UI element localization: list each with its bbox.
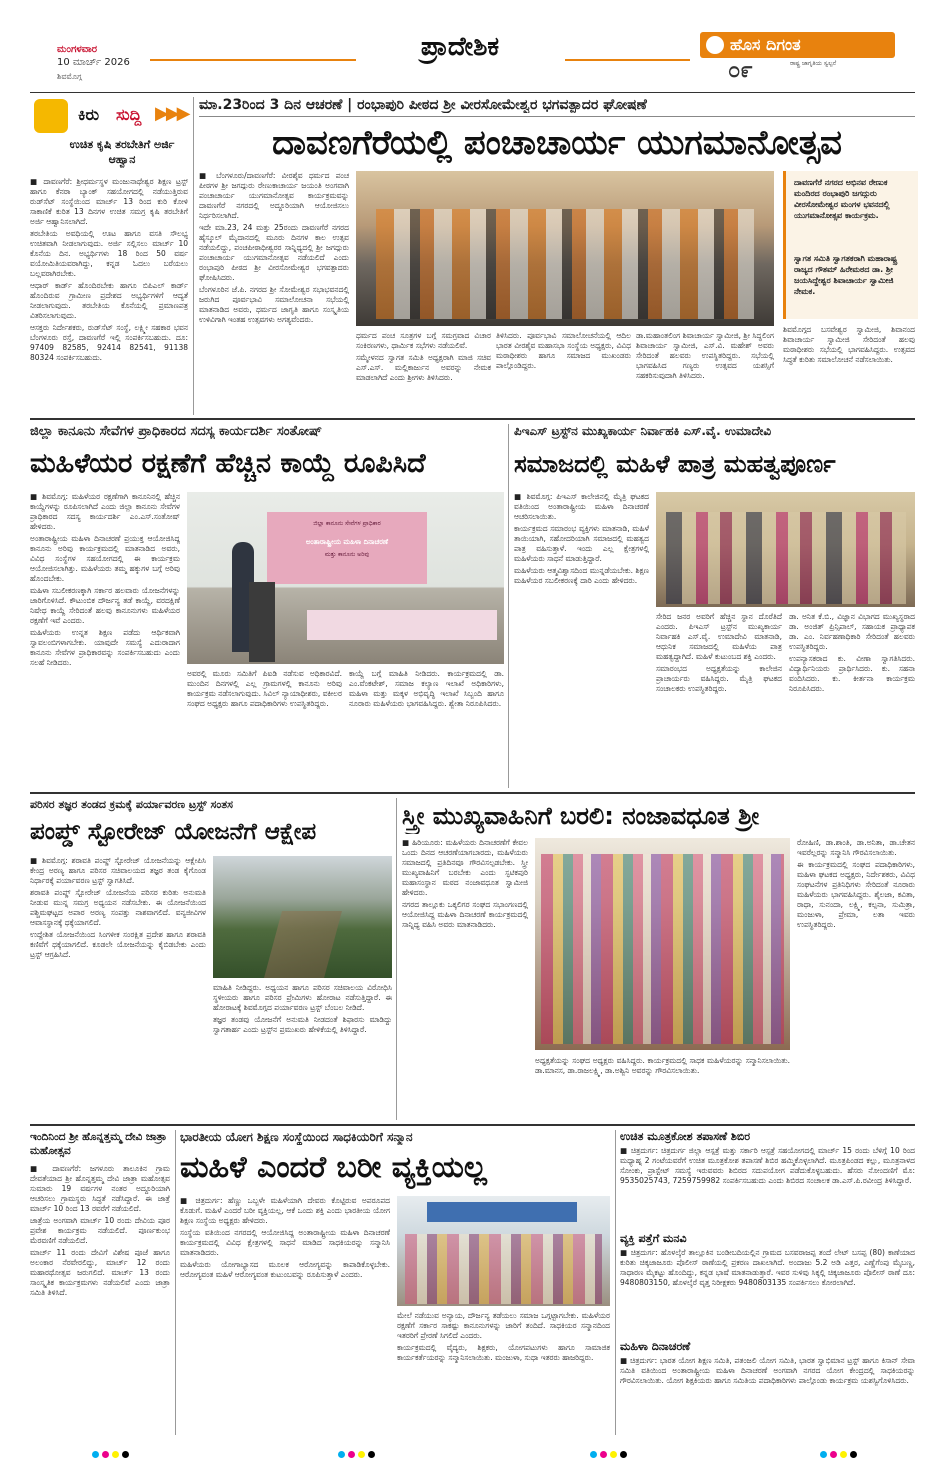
brief4-title: ಮಹಿಳಾ ದಿನಾಚರಣೆ bbox=[620, 1340, 691, 1353]
story5-photo bbox=[535, 838, 790, 1050]
section-divider-1 bbox=[30, 418, 915, 420]
brief4-body: ■ ಚಿತ್ರದುರ್ಗ: ಭಾರತ ಯೋಗ ಶಿಕ್ಷಣ ಸಮಿತಿ, ಪತಂಜಲಿ ಯೋಗ ಸಮಿತಿ, ಭಾರತ ಸ್ವಾಭಿಮಾನ ಟ್ರಸ್ಟ್ ಹಾಗೂ ಕಿಸಾನ್ ಸೇವಾ ಸಮಿತಿ ವತಿಯಿಂದ ಅಂತಾರಾಷ್ಟ್ರೀಯ ಮಹಿಳಾ ದಿನಾಚರಣೆ ಅಂಗವಾಗಿ ನಗರದ ಯೋಗ ಕೇಂದ್ರದಲ್ಲಿ ಸಾಧಕಿಯರನ್ನು ಗೌರವಿಸಲಾಯಿತು. ಯೋಗ ಶಿಕ್ಷಕಿಯರು ಹಾಗೂ ಸಮಿತಿಯ ಪದಾಧಿಕಾರಿಗಳು ಪಾಲ್ಗೊಂಡು ಕಾರ್ಯಕ್ರಮ ಯಶಸ್ವಿಗೊಳಿಸಿದರು. bbox=[620, 1356, 915, 1385]
story6-group bbox=[405, 1234, 602, 1304]
story4-col1: ■ ಶಿವಮೊಗ್ಗ: ಶರಾವತಿ ಪಂಪ್ಡ್ ಸ್ಟೋರೇಜ್ ಯೋಜನೆಯನ್ನು ಆಕ್ಷೇಪಿಸಿ ಕೇಂದ್ರ ಅರಣ್ಯ ಹಾಗೂ ಪರಿಸರ ಸಚಿವಾಲಯದ ತಜ್ಞರ ತಂಡ ಕೈಗೊಂಡ ನಿರ್ಧಾರಕ್ಕೆ ಪರ್ಯಾವರಣ ಟ್ರಸ್ಟ್ ಸ್ವಾಗತಿಸಿದೆ. ಶರಾವತಿ ಪಂಪ್ಡ್ ಸ್ಟೋರೇಜ್ ಯೋಜನೆಯ ಪರಿಸರ ಕುರಿತು ಅನುಮತಿ ನೀಡುವ ಮುನ್ನ ಸಮಗ್ರ ಅಧ್ಯಯನ ನಡೆಸಬೇಕು. ಈ ಯೋಜನೆಯಿಂದ ಪಶ್ಚಿಮಘಟ್ಟದ ಅಪಾರ ಅರಣ್ಯ ಸಂಪತ್ತು ನಾಶವಾಗಲಿದೆ. ವನ್ಯಜೀವಿಗಳ ಆವಾಸಸ್ಥಾನಕ್ಕೆ ಧಕ್ಕೆಯಾಗಲಿದೆ. ಉದ್ದೇಶಿತ ಯೋಜನೆಯಿಂದ ಸಿಂಗಳೀಕ ಸಂರಕ್ಷಿತ ಪ್ರದೇಶ ಹಾಗೂ ಶರಾವತಿ ಕಣಿವೆಗೆ ಧಕ್ಕೆಯಾಗಲಿದೆ. ಕೂಡಲೇ ಯೋಜನೆಯನ್ನು ಕೈಬಿಡಬೇಕು ಎಂದು ಟ್ರಸ್ಟ್ ಆಗ್ರಹಿಸಿದೆ. bbox=[30, 856, 206, 959]
lead-headline: ದಾವಣಗೆರೆಯಲ್ಲಿ ಪಂಚಾಚಾರ್ಯ ಯುಗಮಾನೋತ್ಸವ bbox=[272, 123, 842, 163]
brief2-body: ■ ಚಿತ್ರದುರ್ಗ: ಚಿತ್ರದುರ್ಗ ಜಿಲ್ಲಾ ಆಸ್ಪತ್ರೆ ಮತ್ತು ಸರ್ಕಾರಿ ಆಸ್ಪತ್ರೆ ಸಹಯೋಗದಲ್ಲಿ ಮಾರ್ಚ್ 15 ರಂದು ಬೆಳಿಗ್ಗೆ 10 ರಿಂದ ಮಧ್ಯಾಹ್ನ 2 ಗಂಟೆಯವರೆಗೆ ಉಚಿತ ಮೂತ್ರಕೋಶ ತಪಾಸಣೆ ಶಿಬಿರ ಹಮ್ಮಿಕೊಳ್ಳಲಾಗಿದೆ. ಮೂತ್ರಪಿಂಡದ ಕಲ್ಲು, ಮೂತ್ರನಾಳದ ಸೋಂಕು, ಪ್ರಾಸ್ಟೇಟ್ ಸಮಸ್ಯೆ ಇರುವವರು ಶಿಬಿರದ ಸದುಪಯೋಗ ಪಡೆದುಕೊಳ್ಳಬಹುದು. ಹೆಸರು ನೋಂದಣಿಗೆ ಮೊ: 9535025743, 7259759982 ಸಂಪರ್ಕಿಸಬಹುದು ಎಂದು ಶಿಬಿರದ ಸಂಚಾಲಕ ಡಾ.ಎಸ್.ಪಿ.ರವೀಂದ್ರ ತಿಳಿಸಿದ್ದಾರೆ. bbox=[620, 1146, 915, 1185]
kirusuddi-body: ■ ದಾವಣಗೆರೆ: ಶ್ರೀಧರ್ಮಸ್ಥಳ ಮಂಜುನಾಥೇಶ್ವರ ಶಿಕ್ಷಣ ಟ್ರಸ್ಟ್ ಹಾಗೂ ಕೆನರಾ ಬ್ಯಾಂಕ್ ಸಹಯೋಗದಲ್ಲಿ ನಡೆಯುತ್ತಿರುವ ರುಡ್‌ಸೆಟ್ ಸಂಸ್ಥೆಯಿಂದ ಮಾರ್ಚ್ 13 ರಿಂದ ಕುರಿ ಕೋಳಿ ಸಾಕಾಣಿಕೆ ಕುರಿತ 13 ದಿನಗಳ ಉಚಿತ ಸಮಗ್ರ ಕೃಷಿ ತರಬೇತಿಗೆ ಅರ್ಜಿ ಆಹ್ವಾನಿಸಲಾಗಿದೆ. ತರಬೇತಿಯ ಅವಧಿಯಲ್ಲಿ ಊಟ ಹಾಗೂ ವಸತಿ ಸೌಲಭ್ಯ ಉಚಿತವಾಗಿ ನೀಡಲಾಗುವುದು. ಅರ್ಜಿ ಸಲ್ಲಿಸಲು ಮಾರ್ಚ್ 10 ಕೊನೆಯ ದಿನ. ಅಭ್ಯರ್ಥಿಗಳು 18 ರಿಂದ 50 ವರ್ಷ ವಯೋಮಿತಿಯವರಾಗಿದ್ದು, ಕನ್ನಡ ಓದಲು ಬರೆಯಲು ಬಲ್ಲವರಾಗಿರಬೇಕು. ಆಧಾರ್ ಕಾರ್ಡ್ ಹೊಂದಿರಬೇಕು ಹಾಗೂ ಬಿಪಿಎಲ್ ಕಾರ್ಡ್ ಹೊಂದಿರುವ ಗ್ರಾಮೀಣ ಪ್ರದೇಶದ ಅಭ್ಯರ್ಥಿಗಳಿಗೆ ಆದ್ಯತೆ ನೀಡಲಾಗುವುದು. ತರಬೇತಿಯ ಕೊನೆಯಲ್ಲಿ ಪ್ರಮಾಣಪತ್ರ ವಿತರಿಸಲಾಗುವುದು. ಆಸಕ್ತರು ನಿರ್ದೇಶಕರು, ರುಡ್‌ಸೆಟ್ ಸಂಸ್ಥೆ, ಲಕ್ಷ್ಮೀ ಸಹಕಾರ ಭವನ ಬೆಂಗಳೂರು ರಸ್ತೆ, ದಾವಣಗೆರೆ ಇಲ್ಲಿ ಸಂಪರ್ಕಿಸಬಹುದು. ದೂ: 97409 82585, 92414 82541, 91138 80324 ಸಂಪರ್ಕಿಸಬಹುದು. bbox=[30, 177, 188, 362]
story2-banner-line3: ಮತ್ತು ಕಾನೂನು ಅರಿವು bbox=[324, 551, 370, 558]
story6-photo bbox=[397, 1196, 610, 1306]
story6-kicker: ಭಾರತೀಯ ಯೋಗ ಶಿಕ್ಷಣ ಸಂಸ್ಥೆಯಿಂದ ಸಾಧಕಿಯರಿಗೆ ಸನ್ಮಾನ bbox=[180, 1130, 413, 1144]
column-divider-3 bbox=[396, 798, 397, 1120]
story2-headline: ಮಹಿಳೆಯರ ರಕ್ಷಣೆಗೆ ಹೆಚ್ಚಿನ ಕಾಯ್ದೆ ರೂಪಿಸಿದೆ bbox=[30, 448, 426, 479]
story2-podium bbox=[249, 582, 275, 662]
story5-col3: ರೋಹಿಣಿ, ಡಾ.ಶಾಂತಿ, ಡಾ.ಅನಿತಾ, ಡಾ.ಚೇತನ ಇವರೆಲ್ಲರನ್ನು ಸನ್ಮಾನಿಸಿ ಗೌರವಿಸಲಾಯಿತು. ಈ ಕಾರ್ಯಕ್ರಮದಲ್ಲಿ ಸಂಘದ ಪದಾಧಿಕಾರಿಗಳು, ಮಹಿಳಾ ಘಟಕದ ಅಧ್ಯಕ್ಷರು, ನಿರ್ದೇಶಕರು, ವಿವಿಧ ಸಂಘಟನೆಗಳ ಪ್ರತಿನಿಧಿಗಳು ಸೇರಿದಂತೆ ನೂರಾರು ಮಹಿಳೆಯರು ಭಾಗವಹಿಸಿದ್ದರು. ಶೈಲಜಾ, ಕವಿತಾ, ರಾಧಾ, ಸುನಂದಾ, ಲಕ್ಷ್ಮಿ, ಕಲ್ಪನಾ, ಸುಮಿತ್ರಾ, ಮಂಜುಳಾ, ಪ್ರೇಮಾ, ಲತಾ ಇವರು ಉಪಸ್ಥಿತರಿದ್ದರು. bbox=[797, 838, 915, 929]
story2-banner-line1: ಜಿಲ್ಲಾ ಕಾನೂನು ಸೇವೆಗಳ ಪ್ರಾಧಿಕಾರ bbox=[313, 520, 381, 527]
section-divider-2 bbox=[30, 792, 915, 794]
registration-marks-3 bbox=[590, 1443, 630, 1462]
lead-photo-group bbox=[376, 209, 754, 319]
story2-col3: ಕಾಯ್ದೆ ಬಗ್ಗೆ ಮಾಹಿತಿ ನೀಡಿದರು. ಕಾರ್ಯಕ್ರಮದಲ್ಲಿ ಡಾ. ಎಂ.ವೆಂಕಟೇಶ್, ಸಮಾಜ ಕಲ್ಯಾಣ ಇಲಾಖೆ ಅಧಿಕಾರಿಗಳು, ಮಹಿಳಾ ಮತ್ತು ಮಕ್ಕಳ ಅಭಿವೃದ್ಧಿ ಇಲಾಖೆ ಸಿಬ್ಬಂದಿ ಹಾಗೂ ನೂರಾರು ಮಹಿಳೆಯರು ಭಾಗವಹಿಸಿದ್ದರು. ಶ್ವೇತಾ ನಿರೂಪಿಸಿದರು. bbox=[349, 669, 504, 708]
column-divider bbox=[193, 97, 194, 415]
story2-banner-line2: ಅಂತಾರಾಷ್ಟ್ರೀಯ ಮಹಿಳಾ ದಿನಾಚರಣೆ bbox=[305, 538, 389, 546]
story3-col3: ಡಾ. ಅನಿತ ಕೆ.ಬಿ., ವಿಜ್ಞಾನ ವಿಭಾಗದ ಮುಖ್ಯಸ್ಥರಾದ ಡಾ. ಅಂಜಿತ್ ಪ್ರಿನ್ಸಿಪಾಲ್, ಸಹಾಯಕ ಪ್ರಾಧ್ಯಾಪಕ ಡಾ. ಎಂ. ನಿರ್ವಹಣಾಧಿಕಾರಿ ಸೇರಿದಂತೆ ಹಲವರು ಉಪಸ್ಥಿತರಿದ್ದರು. ಉಪನ್ಯಾಸಕರಾದ ಕು. ವೀಣಾ ಸ್ವಾಗತಿಸಿದರು. ವಿದ್ಯಾರ್ಥಿನಿಯರು ಪ್ರಾರ್ಥಿಸಿದರು. ಕು. ಸಹನಾ ವಂದಿಸಿದರು. ಕು. ಕೀರ್ತನಾ ಕಾರ್ಯಕ್ರಮ ನಿರೂಪಿಸಿದರು. bbox=[789, 612, 915, 693]
brief3-title: ವ್ಯಕ್ತಿ ಪತ್ತೆಗೆ ಮನವಿ bbox=[620, 1232, 687, 1245]
paper-tagline: ರಾಷ್ಟ್ರ ಜಾಗೃತಿಯ ಸ್ವಲ್ಪನೆ bbox=[790, 60, 837, 67]
brief3-body: ■ ಚಿತ್ರದುರ್ಗ: ಹೊಳಲ್ಕೆರೆ ತಾಲ್ಲೂಕಿನ ಬಂಡೀಬದಿಯಲ್ಲಿನ ಗ್ರಾಮದ ಬಸವರಾಜಪ್ಪ ತಂದೆ ಲೇಟ್ ಬಸಪ್ಪ (80) ಕಾಣೆಯಾದ ಕುರಿತು ಚಿಕ್ಕಜಾಜೂರು ಪೊಲೀಸ್ ಠಾಣೆಯಲ್ಲಿ ಪ್ರಕರಣ ದಾಖಲಾಗಿದೆ. ಅಂದಾಜು 5.2 ಅಡಿ ಎತ್ತರ, ಎಣ್ಣೆಗೆಂಪು ಮೈಬಣ್ಣ, ಸಾಧಾರಣ ಮೈಕಟ್ಟು ಹೊಂದಿದ್ದು, ಕನ್ನಡ ಭಾಷೆ ಮಾತನಾಡುತ್ತಾರೆ. ಇವರ ಸುಳಿವು ಸಿಕ್ಕಲ್ಲಿ ಚಿಕ್ಕಜಾಜೂರು ಪೊಲೀಸ್ ಠಾಣೆ ದೂ: 9480803150, ಹೊಳಲ್ಕೆರೆ ವೃತ್ತ ನಿರೀಕ್ಷಕರು 9480803135 ಸಂಪರ್ಕಿಸಲು ಕೋರಲಾಗಿದೆ. bbox=[620, 1248, 915, 1287]
story5-crowd bbox=[541, 854, 784, 1044]
registration-marks-1 bbox=[92, 1443, 132, 1462]
masthead-section-title: ಪ್ರಾದೇಶಿಕ bbox=[420, 32, 500, 62]
kirusuddi-logo bbox=[30, 97, 188, 135]
brief-womens-day bbox=[620, 1340, 915, 1435]
masthead bbox=[0, 0, 945, 92]
masthead-day: ಮಂಗಳವಾರ bbox=[57, 44, 98, 55]
masthead-section-left-rule bbox=[150, 59, 356, 61]
column-divider-4 bbox=[175, 1130, 176, 1435]
story4-photo bbox=[213, 856, 392, 978]
story2-photo bbox=[187, 492, 504, 664]
story4-col2: ಮಾಹಿತಿ ನೀಡಿದ್ದರು. ಅಧ್ಯಯನ ಹಾಗೂ ಪರಿಸರ ಸಚಿವಾಲಯ ವಿರೋಧಿಸಿ ಸ್ಥಳೀಯರು ಹಾಗೂ ಪರಿಸರ ಪ್ರೇಮಿಗಳು ಹೋರಾಟ ನಡೆಸುತ್ತಿದ್ದಾರೆ. ಈ ಹೋರಾಟಕ್ಕೆ ಶಿವಮೊಗ್ಗದ ಪರ್ಯಾವರಣ ಟ್ರಸ್ಟ್ ಬೆಂಬಲ ನೀಡಿದೆ. ತಜ್ಞರ ತಂಡವು ಯೋಜನೆಗೆ ಅನುಮತಿ ನೀಡದಂತೆ ಶಿಫಾರಸು ಮಾಡಿದ್ದು ಸ್ವಾಗತಾರ್ಹ ಎಂದು ಟ್ರಸ್ಟ್‌ನ ಪ್ರಮುಖರು ಹೇಳಿಕೆಯಲ್ಲಿ ತಿಳಿಸಿದ್ದಾರೆ. bbox=[213, 983, 392, 1034]
brief1-title: ಇಂದಿನಿಂದ ಶ್ರೀ ಹೊನ್ನತ್ತಮ್ಮ ದೇವಿ ಜಾತ್ರಾ ಮಹೋತ್ಸವ bbox=[30, 1131, 167, 1157]
story-nanjavadhuta bbox=[402, 798, 915, 1120]
lead-kicker-rule bbox=[199, 116, 915, 117]
registration-marks-4 bbox=[820, 1443, 860, 1462]
brief-urology-camp bbox=[620, 1130, 915, 1228]
masthead-date: 10 ಮಾರ್ಚ್ 2026 bbox=[57, 57, 130, 68]
story5-headline: ಸ್ತ್ರೀ ಮುಖ್ಯವಾಹಿನಿಗೆ ಬರಲಿ: ನಂಜಾವಧೂತ ಶ್ರೀ bbox=[402, 802, 760, 830]
hand-icon bbox=[34, 99, 68, 133]
brief1-body: ■ ದಾವಣಗೆರೆ: ಜಗಳೂರು ತಾಲೂಕಿನ ಗ್ರಾಮ ದೇವತೆಯಾದ ಶ್ರೀ ಹೊನ್ನತ್ತಮ್ಮ ದೇವಿ ಜಾತ್ರಾ ಮಹೋತ್ಸವ ಸುಮಾರು 19 ವರ್ಷಗಳ ನಂತರ ಅದ್ದೂರಿಯಾಗಿ ಆಚರಿಸಲು ಗ್ರಾಮಸ್ಥರು ಸಿದ್ಧತೆ ನಡೆಸಿದ್ದಾರೆ. ಈ ಜಾತ್ರೆ ಮಾರ್ಚ್ 10 ರಿಂದ 13 ರವರೆಗೆ ನಡೆಯಲಿದೆ. ಜಾತ್ರೆಯ ಅಂಗವಾಗಿ ಮಾರ್ಚ್ 10 ರಂದು ದೇವಿಯ ಪೂರ ಪ್ರವೇಶ ಕಾರ್ಯಕ್ರಮ ನಡೆಯಲಿದೆ. ಪೂರ್ಣಕುಂಭ ಮೆರವಣಿಗೆ ನಡೆಯಲಿದೆ. ಮಾರ್ಚ್ 11 ರಂದು ದೇವಿಗೆ ವಿಶೇಷ ಪೂಜೆ ಹಾಗೂ ಅಲಂಕಾರ ನೆರವೇರಲಿದ್ದು, ಮಾರ್ಚ್ 12 ರಂದು ಮಹಾರಥೋತ್ಸವ ಜರುಗಲಿದೆ. ಮಾರ್ಚ್ 13 ರಂದು ಸಾಂಸ್ಕೃತಿಕ ಕಾರ್ಯಕ್ರಮಗಳು ನಡೆಯಲಿವೆ ಎಂದು ಜಾತ್ರಾ ಸಮಿತಿ ತಿಳಿಸಿದೆ. bbox=[30, 1164, 170, 1297]
story5-col2: ಅಧ್ಯಕ್ಷತೆಯನ್ನು ಸಂಘದ ಅಧ್ಯಕ್ಷರು ವಹಿಸಿದ್ದರು. ಕಾರ್ಯಕ್ರಮದಲ್ಲಿ ಸಾಧಕ ಮಹಿಳೆಯರನ್ನು ಸನ್ಮಾನಿಸಲಾಯಿತು. ಡಾ.ಮಾನಸ, ಡಾ.ರಾಜಲಕ್ಷ್ಮಿ, ಡಾ.ಅಶ್ವಿನಿ ಅವರನ್ನು ಗೌರವಿಸಲಾಯಿತು. bbox=[535, 1056, 790, 1075]
story-pumped-storage bbox=[30, 798, 392, 1120]
story-women-protection bbox=[30, 424, 504, 788]
kirusuddi-chevrons: ▶▶▶ bbox=[155, 103, 188, 124]
lead-highlight-2: ಸ್ವಾಗತ ಸಮಿತಿ ಸ್ವಾಗತಕರಾಗಿ ಮಹಾರಾಷ್ಟ್ರ ರಾಜ್ಯದ ಗೌತಮ್ ಹಿರೇಮಠದ ಡಾ. ಶ್ರೀ ಜಯಸಿದ್ದೇಶ್ವರ ಶಿವಾಚಾರ್ಯ ಸ್ವಾಮೀಜಿ ನೇಮಕ. bbox=[794, 254, 897, 296]
story3-col1: ■ ಶಿವಮೊಗ್ಗ: ಪಿಇಎಸ್ ಕಾಲೇಜಿನಲ್ಲಿ ಮೈತ್ರಿ ಘಟಕದ ವತಿಯಿಂದ ಅಂತಾರಾಷ್ಟ್ರೀಯ ಮಹಿಳಾ ದಿನಾಚರಣೆ ಆಚರಿಸಲಾಯಿತು. ಕಾರ್ಯಕ್ರಮದ ಸಮಾರಂಭ ವ್ಯಕ್ತಿಗಳು ಮಾತನಾಡಿ, ಮಹಿಳೆ ತಾಯಿಯಾಗಿ, ಸಹೋದರಿಯಾಗಿ ಸಮಾಜದಲ್ಲಿ ಮಹತ್ವದ ಪಾತ್ರ ವಹಿಸುತ್ತಾಳೆ. ಇಂದು ಎಲ್ಲ ಕ್ಷೇತ್ರಗಳಲ್ಲಿ ಮಹಿಳೆಯರು ಸಾಧನೆ ಮಾಡುತ್ತಿದ್ದಾರೆ. ಮಹಿಳೆಯರು ಆತ್ಮವಿಶ್ವಾಸದಿಂದ ಮುನ್ನಡೆಯಬೇಕು. ಶಿಕ್ಷಣ ಮಹಿಳೆಯರ ಸಬಲೀಕರಣಕ್ಕೆ ದಾರಿ ಎಂದು ಹೇಳಿದರು. bbox=[514, 492, 649, 585]
story3-headline: ಸಮಾಜದಲ್ಲಿ ಮಹಿಳೆ ಪಾತ್ರ ಮಹತ್ವಪೂರ್ಣ bbox=[514, 450, 836, 478]
column-divider-5 bbox=[615, 1130, 616, 1435]
story2-table bbox=[307, 610, 497, 640]
column-divider-2 bbox=[508, 424, 509, 788]
masthead-section-right-rule bbox=[565, 59, 690, 61]
story2-col1: ■ ಶಿವಮೊಗ್ಗ: ಮಹಿಳೆಯರ ರಕ್ಷಣೆಗಾಗಿ ಕಾನೂನಿನಲ್ಲಿ ಹೆಚ್ಚಿನ ಕಾಯ್ದೆಗಳನ್ನು ರೂಪಿಸಲಾಗಿದೆ ಎಂದು ಜಿಲ್ಲಾ ಕಾನೂನು ಸೇವೆಗಳ ಪ್ರಾಧಿಕಾರದ ಸದಸ್ಯ ಕಾರ್ಯದರ್ಶಿ ಎಂ.ಎಸ್.ಸಂತೋಷ್ ಹೇಳಿದರು. ಅಂತಾರಾಷ್ಟ್ರೀಯ ಮಹಿಳಾ ದಿನಾಚರಣೆ ಪ್ರಯುಕ್ತ ಆಯೋಜಿಸಿದ್ದ ಕಾನೂನು ಅರಿವು ಕಾರ್ಯಕ್ರಮದಲ್ಲಿ ಮಾತನಾಡಿದ ಅವರು, ವಿವಿಧ ಸಂಸ್ಥೆಗಳ ಸಹಯೋಗದಲ್ಲಿ ಈ ಕಾರ್ಯಕ್ರಮ ಆಯೋಜಿಸಲಾಗಿತ್ತು. ಮಹಿಳೆಯರು ತಮ್ಮ ಹಕ್ಕುಗಳ ಬಗ್ಗೆ ಅರಿವು ಹೊಂದಬೇಕು. ಮಹಿಳಾ ಸಬಲೀಕರಣಕ್ಕಾಗಿ ಸರ್ಕಾರ ಹಲವಾರು ಯೋಜನೆಗಳನ್ನು ಜಾರಿಗೊಳಿಸಿದೆ. ಕೌಟುಂಬಿಕ ದೌರ್ಜನ್ಯ ತಡೆ ಕಾಯ್ದೆ, ವರದಕ್ಷಿಣೆ ನಿಷೇಧ ಕಾಯ್ದೆ ಸೇರಿದಂತೆ ಹಲವು ಕಾನೂನುಗಳು ಮಹಿಳೆಯರ ರಕ್ಷಣೆಗೆ ಇವೆ ಎಂದರು. ಮಹಿಳೆಯರು ಉನ್ನತ ಶಿಕ್ಷಣ ಪಡೆದು ಆರ್ಥಿಕವಾಗಿ ಸ್ವಾವಲಂಬಿಗಳಾಗಬೇಕು. ಯಾವುದೇ ಸಮಸ್ಯೆ ಎದುರಾದಾಗ ಕಾನೂನು ಸೇವೆಗಳ ಪ್ರಾಧಿಕಾರವನ್ನು ಸಂಪರ್ಕಿಸಬಹುದು ಎಂದು ಸಲಹೆ ನೀಡಿದರು. bbox=[30, 492, 180, 667]
lead-story bbox=[199, 97, 915, 415]
story4-headline: ಪಂಪ್ಡ್ ಸ್ಟೋರೇಜ್ ಯೋಜನೆಗೆ ಆಕ್ಷೇಪ bbox=[30, 819, 317, 845]
registration-marks-2 bbox=[338, 1443, 378, 1462]
story6-banner bbox=[427, 1202, 577, 1222]
story3-photo bbox=[656, 492, 915, 607]
story2-col2: ಅವರಲ್ಲಿ ಮೂರು ಸಮಿತಿಗೆ ಪಿಐಡಿ ನಡೆಸುವ ಅಧಿಕಾರವಿದೆ. ಮುಂದಿನ ದಿನಗಳಲ್ಲಿ ಎಲ್ಲ ಗ್ರಾಮಗಳಲ್ಲಿ ಕಾನೂನು ಅರಿವು ಕಾರ್ಯಕ್ರಮ ನಡೆಸಲಾಗುವುದು. ಸಿವಿಲ್ ನ್ಯಾಯಾಧೀಶರು, ವಕೀಲರ ಸಂಘದ ಅಧ್ಯಕ್ಷರು ಹಾಗೂ ಪದಾಧಿಕಾರಿಗಳು ಉಪಸ್ಥಿತರಿದ್ದರು. bbox=[187, 669, 342, 708]
lead-col1: ■ ಬೆಂಗಳೂರು/ದಾವಣಗೆರೆ: ವೀರಶೈವ ಧರ್ಮದ ಪಂಚ ಪೀಠಗಳ ಶ್ರೀ ಜಗದ್ಗುರು ರೇಣುಕಾಚಾರ್ಯ ಜಯಂತಿ ಅಂಗವಾಗಿ ಪಂಚಾಚಾರ್ಯ ಯುಗಮಾನೋತ್ಸವ ಕಾರ್ಯಕ್ರಮವನ್ನು ದಾವಣಗೆರೆ ನಗರದಲ್ಲಿ ಅದ್ದೂರಿಯಾಗಿ ಆಯೋಜಿಸಲು ನಿರ್ಧರಿಸಲಾಗಿದೆ. ಇದೇ ಮಾ.23, 24 ಮತ್ತು 25ರಂದು ದಾವಣಗೆರೆ ನಗರದ ಹೈಸ್ಕೂಲ್ ಮೈದಾನದಲ್ಲಿ ಮೂರು ದಿನಗಳ ಕಾಲ ಉತ್ಸವ ನಡೆಯಲಿದ್ದು, ಪಂಚಪೀಠಾಧೀಶ್ವರರ ಸಾನ್ನಿಧ್ಯದಲ್ಲಿ ಶ್ರೀ ಜಗದ್ಗುರು ಪಂಚಾಚಾರ್ಯ ಯುಗಮಾನೋತ್ಸವ ನಡೆಯಲಿದೆ ಎಂದು ರಂಭಾಪುರಿ ಪೀಠದ ಶ್ರೀ ವೀರಸೋಮೇಶ್ವರ ಭಗವತ್ಪಾದರು ಘೋಷಿಸಿದರು. ಬೆಂಗಳೂರಿನ ಜೆ.ಪಿ. ನಗರದ ಶ್ರೀ ಸೋಮೇಶ್ವರ ಸಭಾಭವನದಲ್ಲಿ ಜರುಗಿದ ಪೂರ್ವಭಾವಿ ಸಮಾಲೋಚನಾ ಸಭೆಯಲ್ಲಿ ಮಾತನಾಡಿದ ಅವರು, ಧರ್ಮದ ಜಾಗೃತಿ ಹಾಗೂ ಸಂಸ್ಕೃತಿಯ ಉಳಿವಿಗಾಗಿ ಇಂತಹ ಉತ್ಸವಗಳು ಅಗತ್ಯವೆಂದರು. bbox=[199, 171, 349, 324]
kirusuddi-title: ಉಚಿತ ಕೃಷಿ ತರಬೇತಿಗೆ ಅರ್ಜಿ ಆಹ್ವಾನ bbox=[69, 138, 175, 166]
lead-photo bbox=[356, 171, 774, 326]
kirusuddi-label-b: ಸುದ್ದಿ bbox=[116, 105, 142, 124]
brief-honnattamma-jatre bbox=[30, 1130, 170, 1435]
lead-kicker: ಮಾ.23ರಿಂದ 3 ದಿನ ಆಚರಣೆ | ರಂಭಾಪುರಿ ಪೀಠದ ಶ್ರೀ ವೀರಸೋಮೇಶ್ವರ ಭಗವತ್ಪಾದರ ಘೋಷಣೆ bbox=[199, 97, 647, 113]
paper-name: ಹೊಸ ದಿಗಂತ bbox=[730, 35, 801, 54]
page-number: ೦೯ bbox=[728, 58, 753, 83]
kirusuddi-label-a: ಕಿರು bbox=[78, 105, 100, 124]
story-women-role bbox=[514, 424, 915, 788]
story2-banner bbox=[267, 512, 427, 584]
story6-col1: ■ ಚಿತ್ರದುರ್ಗ: ಹೆಣ್ಣು ಒಬ್ಬಳೇ ಮಹಿಳೆಯಾಗಿ ದೇವರು ಕೊಟ್ಟಿರುವ ಅಪರೂಪದ ಕೊಡುಗೆ. ಮಹಿಳೆ ಎಂದರೆ ಬರೀ ವ್ಯಕ್ತಿಯಲ್ಲ, ಆಕೆ ಒಂದು ಶಕ್ತಿ ಎಂದು ಭಾರತೀಯ ಯೋಗ ಶಿಕ್ಷಣ ಸಂಸ್ಥೆಯ ಅಧ್ಯಕ್ಷರು ಹೇಳಿದರು. ಸಂಸ್ಥೆಯ ವತಿಯಿಂದ ನಗರದಲ್ಲಿ ಆಯೋಜಿಸಿದ್ದ ಅಂತಾರಾಷ್ಟ್ರೀಯ ಮಹಿಳಾ ದಿನಾಚರಣೆ ಕಾರ್ಯಕ್ರಮದಲ್ಲಿ ವಿವಿಧ ಕ್ಷೇತ್ರಗಳಲ್ಲಿ ಸಾಧನೆ ಮಾಡಿದ ಸಾಧಕಿಯರನ್ನು ಸನ್ಮಾನಿಸಿ ಮಾತನಾಡಿದರು. ಮಹಿಳೆಯರು ಯೋಗಾಭ್ಯಾಸದ ಮೂಲಕ ಆರೋಗ್ಯವನ್ನು ಕಾಪಾಡಿಕೊಳ್ಳಬೇಕು. ಆರೋಗ್ಯವಂತ ಮಹಿಳೆ ಆರೋಗ್ಯವಂತ ಕುಟುಂಬವನ್ನು ರೂಪಿಸುತ್ತಾಳೆ ಎಂದರು. bbox=[180, 1196, 390, 1279]
lead-col2: ಧರ್ಮದ ಪಂಚ ಸೂತ್ರಗಳ ಬಗ್ಗೆ ಸಮಗ್ರವಾದ ವಿಚಾರ ಸಂಕಿರಣಗಳು, ಧಾರ್ಮಿಕ ಸಭೆಗಳು ನಡೆಯಲಿವೆ. ಸಮ್ಮೇಳನದ ಸ್ವಾಗತ ಸಮಿತಿ ಅಧ್ಯಕ್ಷರಾಗಿ ಮಾಜಿ ಸಚಿವ ಎಸ್.ಎಸ್. ಮಲ್ಲಿಕಾರ್ಜುನ ಅವರನ್ನು ನೇಮಕ ಮಾಡಲಾಗಿದೆ ಎಂದು ಶ್ರೀಗಳು ತಿಳಿಸಿದರು. bbox=[356, 331, 491, 382]
lead-highlight-1: ದಾವಣಗೆರೆ ನಗರದ ಅಭಿನವ ರೇಣುಕ ಮಂದಿರದ ರಂಭಾಪುರಿ ಜಗದ್ಗುರು ವೀರಸೋಮೇಶ್ವರ ಮಂಗಳ ಭವನದಲ್ಲಿ ಯುಗಮಾನೋತ್ಸವ ಕಾರ್ಯಕ್ರಮ. bbox=[794, 178, 890, 220]
story6-col2: ಮೇಲೆ ನಡೆಯುವ ಅನ್ಯಾಯ, ದೌರ್ಜನ್ಯ ತಡೆಯಲು ಸಮಾಜ ಒಗ್ಗಟ್ಟಾಗಬೇಕು. ಮಹಿಳೆಯರ ರಕ್ಷಣೆಗೆ ಸರ್ಕಾರ ಸಾಕಷ್ಟು ಕಾನೂನುಗಳನ್ನು ಜಾರಿಗೆ ತಂದಿದೆ. ಸಾಧಕಿಯರ ಸನ್ಮಾನದಿಂದ ಇತರರಿಗೆ ಪ್ರೇರಣೆ ಸಿಗಲಿದೆ ಎಂದರು. ಕಾರ್ಯಕ್ರಮದಲ್ಲಿ ವೈದ್ಯರು, ಶಿಕ್ಷಕರು, ಯೋಗಪಟುಗಳು ಹಾಗೂ ಸಾಮಾಜಿಕ ಕಾರ್ಯಕರ್ತೆಯರನ್ನು ಸನ್ಮಾನಿಸಲಾಯಿತು. ಮಂಜುಳಾ, ಸುಧಾ ಇತರರು ಹಾಜರಿದ್ದರು. bbox=[397, 1311, 610, 1362]
paper-logo bbox=[700, 32, 895, 58]
story6-headline: ಮಹಿಳೆ ಎಂದರೆ ಬರೀ ವ್ಯಕ್ತಿಯಲ್ಲ bbox=[180, 1150, 487, 1185]
story3-kicker: ಪಿಇಎಸ್ ಟ್ರಸ್ಟ್‌ನ ಮುಖ್ಯಕಾರ್ಯ ನಿರ್ವಾಹಕಿ ಎಸ್.ವೈ. ಉಮಾದೇವಿ bbox=[514, 424, 772, 438]
story3-people bbox=[666, 512, 906, 604]
section-divider-3 bbox=[30, 1124, 915, 1126]
lamp-icon bbox=[706, 36, 724, 54]
story5-col1: ■ ಹಿರಿಯೂರು: ಮಹಿಳೆಯರು ದಿನಾಚರಣೆಗೆ ಕೇವಲ ಒಂದು ದಿನದ ಆಚರಣೆಯಾಗಬಾರದು, ಮಹಿಳೆಯರು ಸಮಾಜದಲ್ಲಿ ಪ್ರತಿದಿನವೂ ಗೌರವಿಸಲ್ಪಡಬೇಕು. ಸ್ತ್ರೀ ಮುಖ್ಯವಾಹಿನಿಗೆ ಬರಬೇಕು ಎಂದು ಸ್ಫಟಿಕಪುರಿ ಮಹಾಸಂಸ್ಥಾನ ಮಠದ ನಂಜಾವಧೂತ ಸ್ವಾಮೀಜಿ ಹೇಳಿದರು. ನಗರದ ತಾಲ್ಲೂಕು ಒಕ್ಕಲಿಗರ ಸಂಘದ ಸಭಾಂಗಣದಲ್ಲಿ ಆಯೋಜಿಸಿದ್ದ ಮಹಿಳಾ ದಿನಾಚರಣೆ ಕಾರ್ಯಕ್ರಮದಲ್ಲಿ ಸಾನ್ನಿಧ್ಯ ವಹಿಸಿ ಅವರು ಮಾತನಾಡಿದರು. bbox=[402, 838, 528, 929]
lead-col4: ಡಾ.ಮಹಾಂತಲಿಂಗ ಶಿವಾಚಾರ್ಯ ಸ್ವಾಮೀಜಿ, ಶ್ರೀ ಸಿದ್ಧಲಿಂಗ ಶಿವಾಚಾರ್ಯ ಸ್ವಾಮೀಜಿ, ಎಸ್.ವಿ. ಮಹೇಶ್ ಅವರು ಸೇರಿದಂತೆ ಹಲವರು ಉಪಸ್ಥಿತರಿದ್ದರು. ಸಭೆಯಲ್ಲಿ ಭಾಗವಹಿಸಿದ ಗಣ್ಯರು ಉತ್ಸವದ ಯಶಸ್ಸಿಗೆ ಸಹಕರಿಸುವುದಾಗಿ ತಿಳಿಸಿದರು. bbox=[636, 331, 774, 380]
brief2-title: ಉಚಿತ ಮೂತ್ರಕೋಶ ತಪಾಸಣೆ ಶಿಬಿರ bbox=[620, 1130, 751, 1143]
kirusuddi-box bbox=[30, 97, 190, 415]
brief-missing-person bbox=[620, 1232, 915, 1336]
masthead-divider bbox=[30, 92, 915, 93]
story4-valley bbox=[264, 911, 342, 978]
story-yoga-felicitation bbox=[180, 1130, 610, 1435]
masthead-city: ಶಿವಮೊಗ್ಗ bbox=[57, 72, 82, 81]
lead-col3: ತಿಳಿಸಿದರು. ಪೂರ್ವಭಾವಿ ಸಮಾಲೋಚನೆಯಲ್ಲಿ ಆದಿಲ ಭಾರತ ವೀರಶೈವ ಮಹಾಸಭಾ ಸಂಸ್ಥೆಯ ಅಧ್ಯಕ್ಷರು, ವಿವಿಧ ಮಠಾಧೀಶರು ಹಾಗೂ ಸಮಾಜದ ಮುಖಂಡರು ಪಾಲ್ಗೊಂಡಿದ್ದರು. bbox=[496, 331, 631, 370]
story4-kicker: ಪರಿಸರ ತಜ್ಞರ ತಂಡದ ಕ್ರಮಕ್ಕೆ ಪರ್ಯಾವರಣ ಟ್ರಸ್ಟ್ ಸಂತಸ bbox=[30, 798, 233, 811]
story2-kicker: ಜಿಲ್ಲಾ ಕಾನೂನು ಸೇವೆಗಳ ಪ್ರಾಧಿಕಾರದ ಸದಸ್ಯ ಕಾರ್ಯದರ್ಶಿ ಸಂತೋಷ್ bbox=[30, 424, 323, 439]
lead-col5: ಶಿವಮೊಗ್ಗದ ಬಸವೇಶ್ವರ ಸ್ವಾಮೀಜಿ, ಶಿವಾನಂದ ಶಿವಾಚಾರ್ಯ ಸ್ವಾಮೀಜಿ ಸೇರಿದಂತೆ ಹಲವು ಮಠಾಧೀಶರು ಸಭೆಯಲ್ಲಿ ಭಾಗವಹಿಸಿದ್ದರು. ಉತ್ಸವದ ಸಿದ್ಧತೆ ಕುರಿತು ಸಮಾಲೋಚನೆ ನಡೆಸಲಾಯಿತು. bbox=[783, 325, 915, 364]
story3-col2: ಸೇರಿದ ಜನರ ಅವರಿಗೆ ಹೆಚ್ಚಿನ ಸ್ಥಾನ ದೊರೆತಿದೆ ಎಂದರು. ಪಿಇಎಸ್ ಟ್ರಸ್ಟ್‌ನ ಮುಖ್ಯಕಾರ್ಯ ನಿರ್ವಾಹಕಿ ಎಸ್.ವೈ. ಉಮಾದೇವಿ ಮಾತನಾಡಿ, ಆಧುನಿಕ ಸಮಾಜದಲ್ಲಿ ಮಹಿಳೆಯ ಪಾತ್ರ ಮಹತ್ವದ್ದಾಗಿದೆ. ಮಹಿಳೆ ಕುಟುಂಬದ ಶಕ್ತಿ ಎಂದರು. ಸಮಾರಂಭದ ಅಧ್ಯಕ್ಷತೆಯನ್ನು ಕಾಲೇಜಿನ ಪ್ರಾಚಾರ್ಯರು ವಹಿಸಿದ್ದರು. ಮೈತ್ರಿ ಘಟಕದ ಸಂಚಾಲಕರು ಉಪಸ್ಥಿತರಿದ್ದರು. bbox=[656, 612, 782, 693]
lead-highlights bbox=[783, 171, 918, 319]
